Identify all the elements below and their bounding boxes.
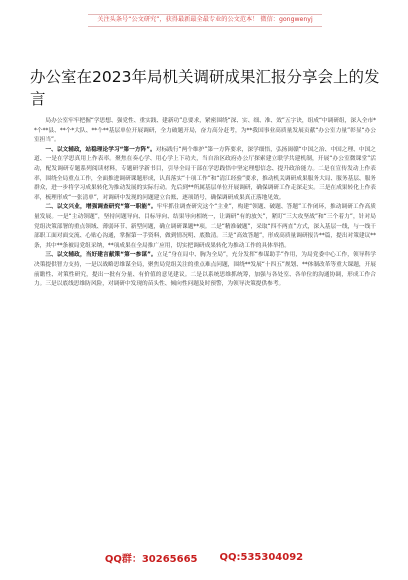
section-heading: 一、以文辅政，站稳理论学习“第一方阵”。: [45, 146, 156, 153]
footer-contact: [0, 546, 408, 568]
section-heading: 二、以文兴业，增强调查研究“第一职能”。: [45, 204, 157, 211]
paragraph-text: 对标践行“两个维护”第一方阵要求，深学细悟，弘扬闽赣“中国之治、中国之理、中国之道、一是在学思真用上作表率。聚焦在奏心学、用心学上下功夫，当自治区政府办公厅探索建立联学共建机制，开展“办公室微课堂”活动，配发调研专题系列阅读材料，专题研学新书目，引导全局干部在学思践悟中坚定理想信念、提升政治能力。二是在宣传发动上作表率，围绕全局重点工作，全面推进调研课题形成，认真落实“十项工作”和“清江经验”要求，推动机关调研成果服务大局、服务基层、服务群众，进一步将学习成果转化为推动发展的实际行动。先后到**所属基层单位开展调研，确保调研工作走深走实。三是在成果转化上作表率，梳理形成“一张清单”，对调研中发现的问题建立台账、逐项销号，确保调研成果真正落地见效。: [34, 146, 376, 201]
top-banner: [88, 14, 322, 27]
paragraph-section-1: [34, 146, 376, 204]
paragraph-section-3: [34, 251, 376, 289]
footer-qq: QQ:535304092: [219, 551, 304, 563]
document-title: 办公室在2023年局机关调研成果汇报分享会上的发言: [30, 68, 380, 108]
footer-qq-group: QQ群：30265665: [104, 553, 198, 565]
paragraph-text: 局办公室牢牢把握“学思想、强党性、重实践、建新功”总要求，紧密围绕“深、实、细、准、效”五字诀，组成“中调研组，深入全市**个**县、**个*大队、**个**基层单位开展调研，全力破题开局，奋力高分赶考，为**我国事业高质量发展贡献“办公室力量”彰显“办公室担当”。: [34, 118, 376, 144]
top-banner-text: 关注头条号“公文研究”，获得最新最全最专业的公文范本！ 微信：gongwenyj: [97, 16, 313, 24]
paragraph-text: 牢牢抓住调查研究这个“主业”，构建“领题、破题、答题”工作闭环，推动调研工作高质量发展。一是“主动领题”，坚持问题导向、目标导向、结果导向相统一，让调研“有的放矢”，紧盯“三大攻坚战”和“三个着力”，针对局党组决策部署的重点领域、薄弱环节、新型问题，确立调研课题**项。二是“精准破题”，采取“四不两直”方式，深入基层一线，与一线干部职工面对面交流、心贴心沟通，掌握第一手资料，做到情况明、底数清。三是“高效答题”，形成高质量调研报告**篇，提出对策建议**条，其中**条被局党组采纳，**项成果在全局推广应用，切实把调研成果转化为推动工作的具体举措。: [34, 204, 376, 249]
paragraph-intro: [34, 117, 376, 146]
document-body: [34, 117, 376, 537]
paragraph-section-2: [34, 203, 376, 251]
paragraph-text: 立足“身在局中、胸为全局”，充分发挥“参谋助手”作用，为局党委中心工作，领导科学决策提供智力支持，一是以战略思维谋全局，聚焦局党组关注的重点难点问题，围绕**发展“十四五”规划、**体制改革等重大课题，开展前瞻性、对策性研究，提出一批有分量、有价值的意见建议。二是以系统思维抓统筹，加强与各处室、各单位的沟通协调，形成工作合力。三是以底线思维防风险，对调研中发现的苗头性、倾向性问题及时预警，为领导决策提供参考。: [34, 252, 376, 288]
section-heading: 三、以文辅政，当好建言献策“第一参谋”。: [45, 252, 157, 259]
